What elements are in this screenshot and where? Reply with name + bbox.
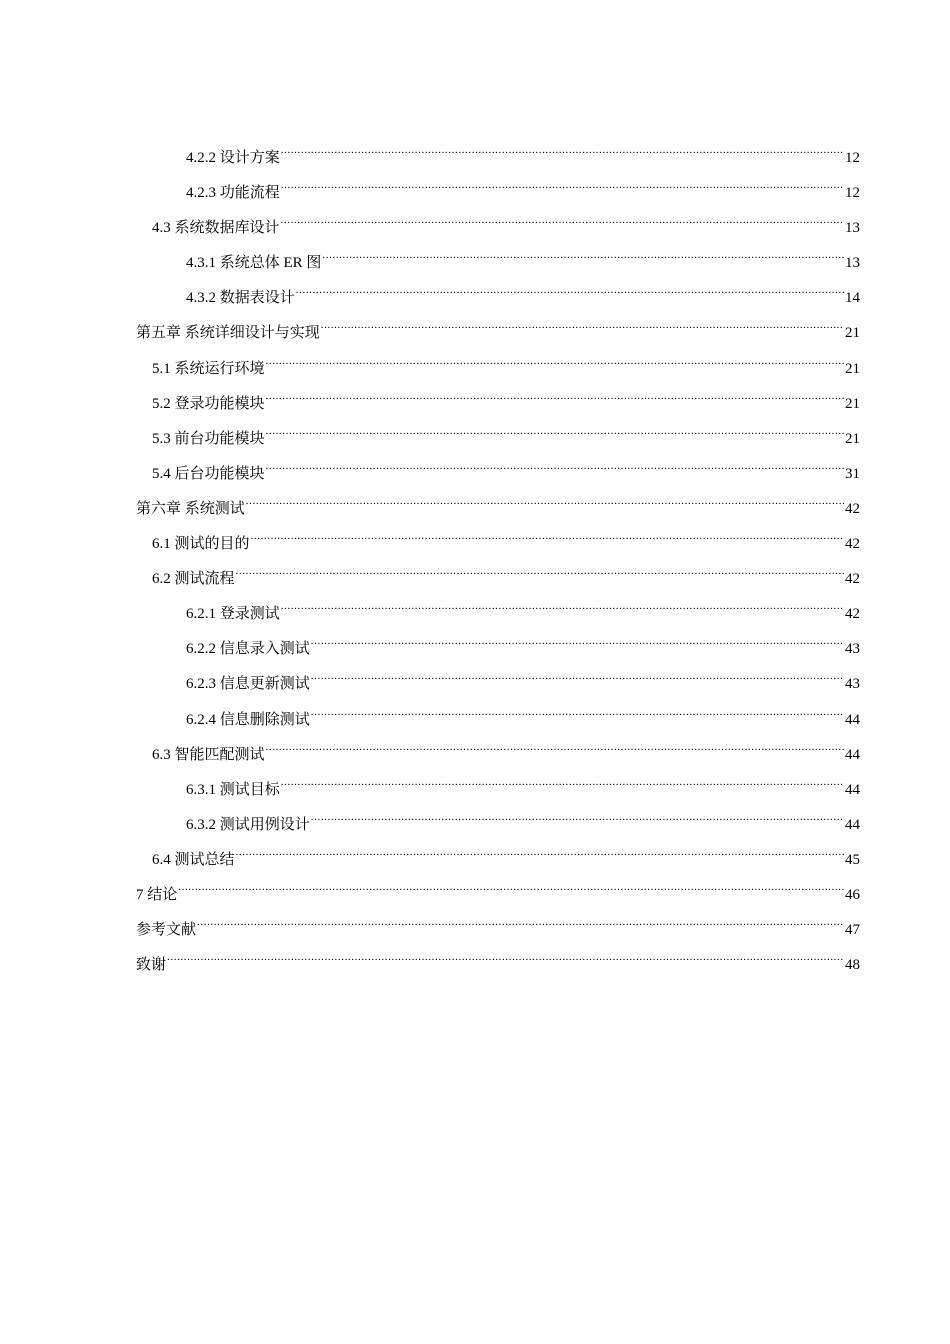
toc-entry-title: 6.2.2 信息录入测试 bbox=[186, 641, 310, 658]
toc-dot-leader bbox=[266, 452, 844, 478]
toc-entry-title: 6.3.1 测试目标 bbox=[186, 781, 280, 798]
toc-entry[interactable] bbox=[136, 136, 860, 171]
toc-entry[interactable] bbox=[136, 908, 860, 943]
toc-entry[interactable] bbox=[136, 276, 860, 311]
toc-dot-leader bbox=[281, 768, 844, 794]
toc-entry-title: 5.4 后台功能模块 bbox=[152, 465, 265, 482]
toc-entry-title: 第五章 系统详细设计与实现 bbox=[136, 325, 320, 342]
toc-entry-page-number: 21 bbox=[845, 395, 860, 412]
toc-entry-page-number: 48 bbox=[845, 957, 860, 974]
toc-dot-leader bbox=[178, 873, 844, 899]
toc-entry[interactable] bbox=[136, 733, 860, 768]
toc-dot-leader bbox=[266, 382, 844, 408]
toc-entry-title: 6.2.3 信息更新测试 bbox=[186, 676, 310, 693]
toc-dot-leader bbox=[251, 522, 844, 548]
toc-entry[interactable] bbox=[136, 698, 860, 733]
toc-entry-title: 4.3.1 系统总体 ER 图 bbox=[186, 255, 322, 272]
toc-dot-leader bbox=[266, 417, 844, 443]
toc-entry-title: 6.3 智能匹配测试 bbox=[152, 746, 265, 763]
toc-entry[interactable] bbox=[136, 768, 860, 803]
toc-entry-page-number: 45 bbox=[845, 851, 860, 868]
toc-entry[interactable] bbox=[136, 206, 860, 241]
toc-entry-page-number: 47 bbox=[845, 922, 860, 939]
toc-dot-leader bbox=[311, 662, 844, 688]
toc-entry[interactable] bbox=[136, 662, 860, 697]
toc-entry[interactable] bbox=[136, 557, 860, 592]
toc-dot-leader bbox=[167, 943, 844, 969]
toc-entry[interactable] bbox=[136, 241, 860, 276]
toc-entry[interactable] bbox=[136, 452, 860, 487]
toc-dot-leader bbox=[266, 347, 844, 373]
toc-entry[interactable] bbox=[136, 838, 860, 873]
toc-dot-leader bbox=[281, 206, 844, 232]
toc-dot-leader bbox=[266, 733, 844, 759]
toc-entry-page-number: 21 bbox=[845, 325, 860, 342]
toc-entry[interactable] bbox=[136, 873, 860, 908]
toc-entry-title: 6.4 测试总结 bbox=[152, 851, 235, 868]
toc-entry-page-number: 21 bbox=[845, 360, 860, 377]
toc-entry-title: 第六章 系统测试 bbox=[136, 500, 245, 517]
toc-entry-page-number: 43 bbox=[845, 641, 860, 658]
toc-entry[interactable] bbox=[136, 171, 860, 206]
toc-entry-page-number: 13 bbox=[845, 255, 860, 272]
toc-entry-title: 致谢 bbox=[136, 957, 167, 974]
toc-entry-title: 5.2 登录功能模块 bbox=[152, 395, 265, 412]
toc-dot-leader bbox=[281, 171, 844, 197]
toc-dot-leader bbox=[296, 276, 844, 302]
toc-entry-title: 5.3 前台功能模块 bbox=[152, 430, 265, 447]
toc-entry-page-number: 46 bbox=[845, 886, 860, 903]
toc-entry-page-number: 31 bbox=[845, 465, 860, 482]
toc-entry[interactable] bbox=[136, 943, 860, 978]
toc-dot-leader bbox=[311, 627, 844, 653]
toc-dot-leader bbox=[236, 557, 844, 583]
toc-entry[interactable] bbox=[136, 311, 860, 346]
toc-entry[interactable] bbox=[136, 522, 860, 557]
toc-entry-page-number: 44 bbox=[845, 781, 860, 798]
toc-dot-leader bbox=[281, 136, 844, 162]
table-of-contents bbox=[136, 136, 860, 978]
toc-entry[interactable] bbox=[136, 417, 860, 452]
toc-entry-title: 7 结论 bbox=[136, 886, 178, 903]
toc-entry-page-number: 42 bbox=[845, 500, 860, 517]
toc-entry-title: 6.1 测试的目的 bbox=[152, 536, 250, 553]
toc-entry-title: 参考文献 bbox=[136, 922, 197, 939]
toc-entry-page-number: 21 bbox=[845, 430, 860, 447]
toc-dot-leader bbox=[236, 838, 844, 864]
toc-entry-title: 5.1 系统运行环境 bbox=[152, 360, 265, 377]
toc-entry-title: 4.3.2 数据表设计 bbox=[186, 290, 295, 307]
toc-entry-title: 4.2.2 设计方案 bbox=[186, 150, 280, 166]
toc-entry-page-number: 42 bbox=[845, 536, 860, 553]
toc-dot-leader bbox=[281, 592, 844, 618]
toc-entry-page-number: 44 bbox=[845, 746, 860, 763]
toc-entry[interactable] bbox=[136, 347, 860, 382]
toc-entry-title: 6.2 测试流程 bbox=[152, 571, 235, 588]
toc-entry-page-number: 12 bbox=[845, 185, 860, 202]
toc-dot-leader bbox=[197, 908, 844, 934]
toc-entry[interactable] bbox=[136, 592, 860, 627]
toc-entry-page-number: 44 bbox=[845, 711, 860, 728]
toc-entry[interactable] bbox=[136, 382, 860, 417]
toc-entry-page-number: 12 bbox=[845, 150, 860, 166]
toc-entry[interactable] bbox=[136, 487, 860, 522]
toc-entry-title: 6.2.1 登录测试 bbox=[186, 606, 280, 623]
toc-entry-page-number: 13 bbox=[845, 220, 860, 237]
toc-entry-page-number: 14 bbox=[845, 290, 860, 307]
toc-entry-title: 6.2.4 信息删除测试 bbox=[186, 711, 310, 728]
toc-dot-leader bbox=[246, 487, 844, 513]
toc-dot-leader bbox=[311, 803, 844, 829]
toc-dot-leader bbox=[321, 311, 844, 337]
toc-entry-page-number: 43 bbox=[845, 676, 860, 693]
toc-dot-leader bbox=[311, 698, 844, 724]
toc-entry-title: 6.3.2 测试用例设计 bbox=[186, 816, 310, 833]
toc-entry[interactable] bbox=[136, 803, 860, 838]
toc-entry-title: 4.2.3 功能流程 bbox=[186, 185, 280, 202]
toc-entry-title: 4.3 系统数据库设计 bbox=[152, 220, 280, 237]
toc-entry-page-number: 44 bbox=[845, 816, 860, 833]
toc-dot-leader bbox=[322, 241, 844, 267]
toc-entry-page-number: 42 bbox=[845, 606, 860, 623]
toc-entry-page-number: 42 bbox=[845, 571, 860, 588]
toc-entry[interactable] bbox=[136, 627, 860, 662]
